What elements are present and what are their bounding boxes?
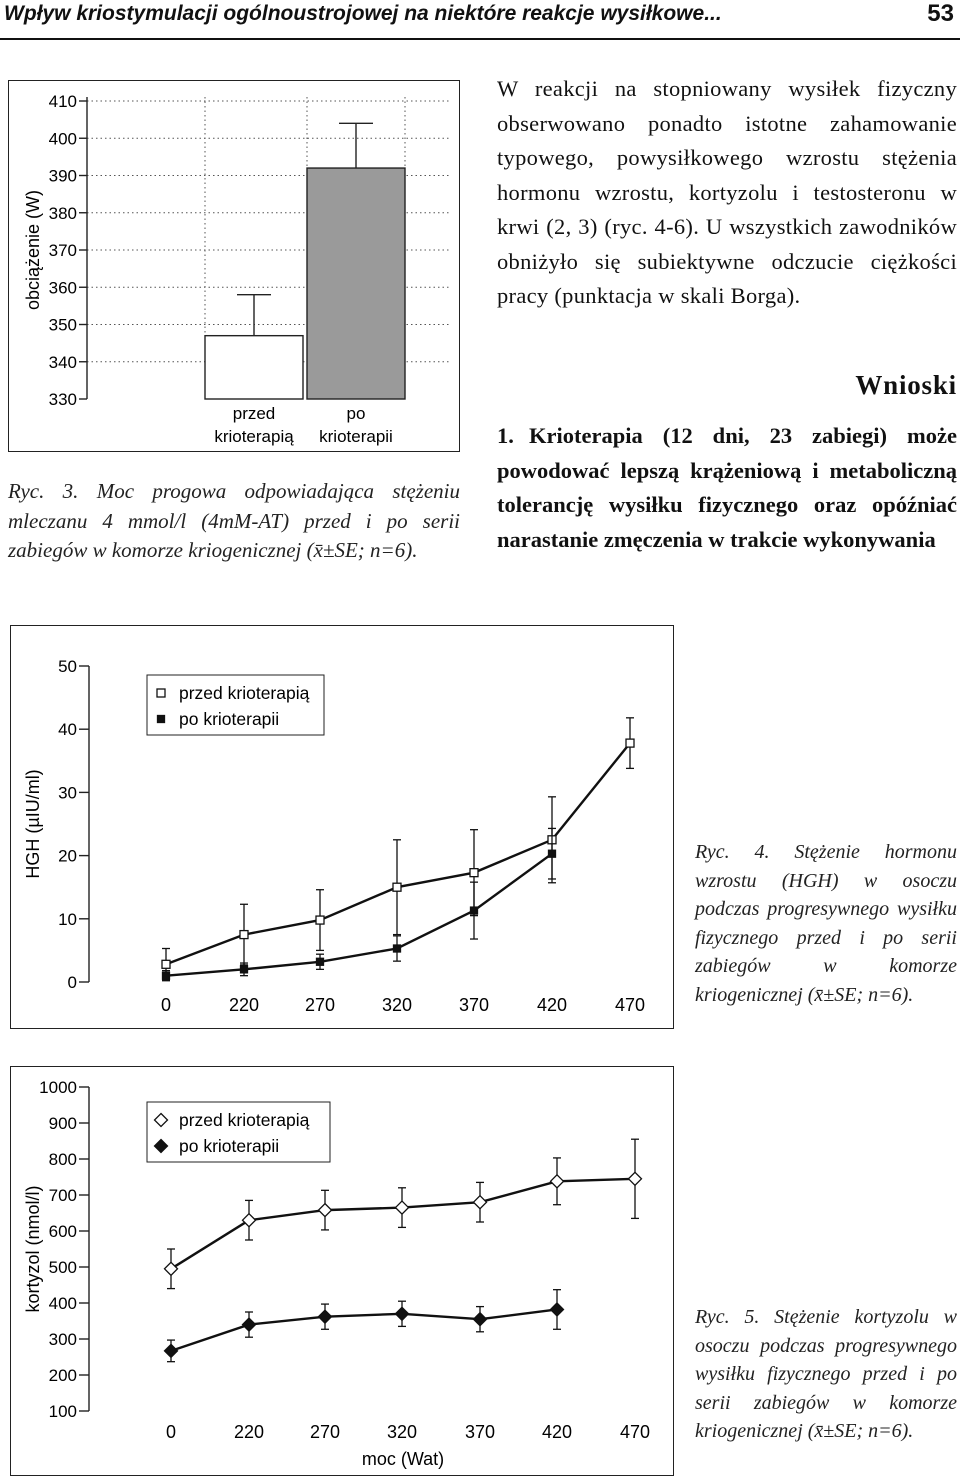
conclusion-item — [497, 419, 957, 557]
open-square-marker — [162, 960, 170, 968]
header-rule — [0, 38, 960, 40]
figure-5-line-chart — [11, 1067, 672, 1474]
x-tick-label: krioterapii — [319, 427, 393, 446]
filled-diamond-marker — [551, 1303, 564, 1316]
x-tick-label: 270 — [304, 995, 336, 1015]
section-heading: Wnioski — [855, 370, 957, 400]
filled-square-marker — [158, 716, 165, 723]
figure-3-caption: Ryc. 3. Moc progowa odpowiadająca stężeniu mleczanu 4 mmol/l (4mM-AT) przed i po serii zabiegów w komorze kriogenicznej (x̄±SE; n=6). — [8, 479, 460, 562]
filled-square-marker — [241, 966, 248, 973]
figure-5-frame — [10, 1066, 674, 1476]
y-tick-label: 500 — [48, 1258, 77, 1277]
y-tick-label: 200 — [48, 1366, 77, 1385]
y-tick-label: 380 — [48, 203, 77, 223]
series-line — [166, 743, 630, 964]
x-tick-label: krioterapią — [214, 427, 294, 446]
figure-3-bar-chart — [9, 81, 458, 450]
legend-label: po krioterapii — [179, 1136, 280, 1156]
filled-diamond-marker — [396, 1307, 409, 1320]
y-tick-label: 390 — [48, 166, 77, 186]
y-tick-label: 100 — [48, 1402, 77, 1421]
x-tick-label: po — [346, 404, 366, 423]
bar — [205, 336, 303, 399]
y-tick-label: 30 — [58, 783, 77, 803]
open-diamond-marker — [629, 1172, 642, 1185]
series-line — [171, 1309, 557, 1350]
y-tick-label: 600 — [48, 1222, 77, 1241]
figure-4-frame — [10, 625, 674, 1029]
open-square-marker — [157, 689, 165, 697]
y-tick-label: 330 — [48, 390, 77, 409]
running-title: Wpływ kriostymulacji ogólnoustrojowej na niektóre reakcje wysiłkowe... — [4, 2, 722, 25]
x-tick-label: 420 — [541, 1422, 573, 1442]
y-tick-label: 370 — [48, 241, 77, 260]
bar — [307, 168, 405, 399]
open-diamond-marker — [165, 1262, 178, 1275]
y-tick-label: 1000 — [39, 1078, 77, 1097]
y-tick-label: 400 — [48, 1294, 77, 1313]
y-tick-label: 350 — [48, 315, 77, 335]
page-header — [0, 0, 960, 40]
y-tick-label: 300 — [48, 1330, 77, 1349]
x-tick-label: 320 — [386, 1422, 418, 1442]
series-line — [166, 854, 552, 976]
open-square-marker — [393, 883, 401, 891]
open-diamond-marker — [551, 1175, 564, 1188]
x-tick-label: 470 — [619, 1422, 651, 1442]
filled-diamond-marker — [319, 1310, 332, 1323]
open-diamond-marker — [243, 1214, 256, 1227]
legend-label: przed krioterapią — [179, 1110, 310, 1130]
y-tick-label: 360 — [48, 278, 77, 298]
x-tick-label: 0 — [160, 995, 172, 1015]
open-square-marker — [240, 931, 248, 939]
x-tick-label: 470 — [614, 995, 646, 1015]
x-tick-label: 370 — [458, 995, 490, 1015]
y-tick-label: 800 — [48, 1150, 77, 1169]
conclusion-text: Krioterapia (12 dni, 23 zabiegi) może powodować lepszą krążeniową i metaboliczną tolerancję wysiłku fizycznego oraz opóźniać narastanie zmęczenia w trakcie wykonywania — [497, 423, 957, 552]
y-tick-label: 20 — [58, 846, 77, 866]
y-tick-label: 700 — [48, 1186, 77, 1205]
x-axis-label: moc (Wat) — [361, 1449, 445, 1469]
filled-diamond-marker — [243, 1318, 256, 1331]
filled-square-marker — [163, 972, 170, 979]
x-tick-label: 220 — [228, 995, 260, 1015]
page-number: 53 — [927, 0, 954, 27]
filled-square-marker — [317, 958, 324, 965]
x-tick-label: 320 — [381, 995, 413, 1015]
legend-label: po krioterapii — [179, 709, 280, 729]
y-tick-label: 340 — [48, 352, 77, 372]
open-diamond-marker — [474, 1196, 487, 1209]
y-tick-label: 10 — [58, 909, 77, 929]
x-tick-label: 420 — [536, 995, 568, 1015]
y-axis-label: HGH (µIU/ml) — [23, 769, 43, 879]
y-axis-label: kortyzol (nmol/l) — [23, 1185, 43, 1313]
open-diamond-marker — [319, 1204, 332, 1217]
filled-square-marker — [549, 850, 556, 857]
series-line — [171, 1179, 635, 1269]
x-tick-label: 370 — [464, 1422, 496, 1442]
figure-3-frame — [8, 80, 460, 452]
x-tick-label: 270 — [309, 1422, 341, 1442]
legend-label: przed krioterapią — [179, 683, 310, 703]
y-tick-label: 40 — [58, 720, 77, 740]
figure-4-line-chart — [11, 626, 672, 1027]
filled-diamond-marker — [474, 1313, 487, 1326]
figure-5-caption: Ryc. 5. Stężenie kortyzolu w osoczu podczas progresywnego wysiłku fizycznego przed i po serii zabiegów w komorze kriogenicznej (x̄±SE; n=6). — [695, 1306, 957, 1442]
open-diamond-marker — [396, 1201, 409, 1214]
open-square-marker — [626, 739, 634, 747]
body-paragraph: W reakcji na stopniowany wysiłek fizyczny obserwowano ponadto istotne zahamowanie typowego, powysiłkowego wzrostu stężenia hormonu wzrostu, kortyzolu i testosteronu w krwi (2, 3) (ryc. 4-6). U wszystkich zawodników obniżyło się subiektywne odczucie ciężkości pracy (punktacja w skali Borga). — [497, 76, 957, 308]
x-tick-label: przed — [232, 404, 276, 423]
y-axis-label: obciążenie (W) — [23, 189, 43, 311]
open-square-marker — [316, 916, 324, 924]
conclusion-number: 1. — [497, 423, 514, 448]
y-tick-label: 0 — [67, 973, 77, 992]
filled-square-marker — [471, 907, 478, 914]
figure-4-caption: Ryc. 4. Stężenie hormonu wzrostu (HGH) w osoczu podczas progresywnego wysiłku fizycznego przed i po serii zabiegów w komorze kriogenicznej (x̄±SE; n=6). — [695, 841, 957, 1006]
filled-diamond-marker — [165, 1344, 178, 1357]
y-tick-label: 400 — [48, 129, 77, 149]
x-tick-label: 0 — [165, 1422, 177, 1442]
open-square-marker — [470, 869, 478, 877]
filled-square-marker — [394, 945, 401, 952]
y-tick-label: 410 — [48, 92, 77, 111]
y-tick-label: 50 — [58, 657, 77, 676]
x-tick-label: 220 — [233, 1422, 265, 1442]
y-tick-label: 900 — [48, 1114, 77, 1133]
